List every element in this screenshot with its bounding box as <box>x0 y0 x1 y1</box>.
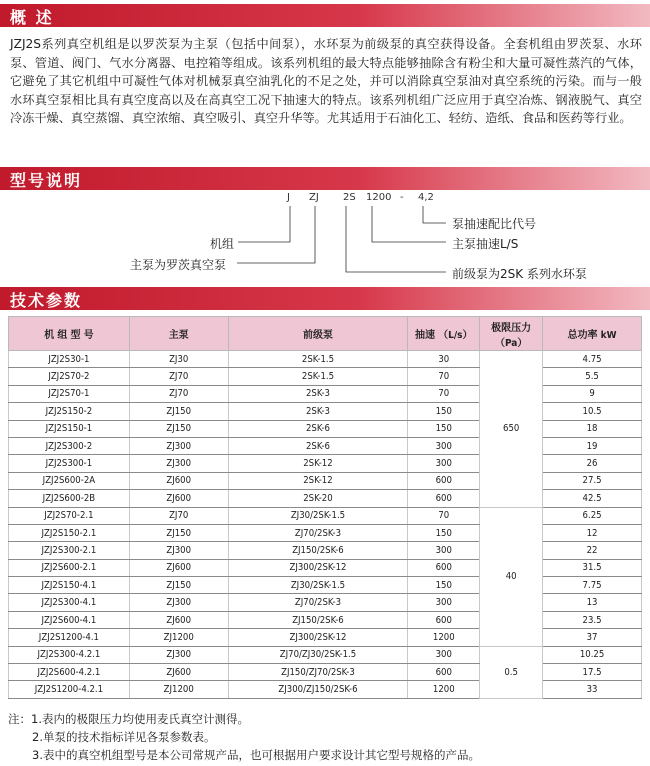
cell-speed: 150 <box>408 403 480 420</box>
cell-main-pump: ZJ300 <box>129 455 228 472</box>
cell-power: 17.5 <box>543 664 642 681</box>
cell-front-pump: 2SK-6 <box>228 437 408 454</box>
cell-front-pump: ZJ300/2SK-12 <box>228 629 408 646</box>
table-header-row <box>9 317 642 351</box>
cell-front-pump: ZJ70/2SK-3 <box>228 524 408 541</box>
table-row <box>9 420 642 437</box>
cell-power: 4.75 <box>543 351 642 368</box>
cell-main-pump: ZJ600 <box>129 559 228 576</box>
cell-model: JZJ2S70-1 <box>9 385 130 402</box>
table-row <box>9 542 642 559</box>
params-header-bar <box>0 287 650 310</box>
overview-paragraph: JZJ2S系列真空机组是以罗茨泵为主泵（包括中间泵），水环泵为前级泵的真空获得设备。全套机组由罗茨泵、水环泵、管道、阀门、气水分离器、电控箱等组成。该系列机组的最大特点能够抽除含有粉尘和大量可凝性蒸汽的气体，它避免了其它机组中可凝性气体对机械泵真空油乳化的不足之处，并可以消除真空泵油对真空系统的污染。而与一般水环真空泵相比具有真空度高以及在高真空工况下抽速大的特点。该系列机组广泛应用于真空冶炼、钢液脱气、真空冷冻干燥、真空蒸馏、真空浓缩、真空吸引、真空升华等。尤其适用于石油化工、轻纺、造纸、食品和医药等行业。 <box>10 37 642 126</box>
cell-model: JZJ2S150-2 <box>9 403 130 420</box>
cell-power: 7.75 <box>543 577 642 594</box>
table-row <box>9 455 642 472</box>
cell-main-pump: ZJ70 <box>129 385 228 402</box>
cell-power: 10.25 <box>543 646 642 663</box>
cell-front-pump: ZJ70/2SK-3 <box>228 594 408 611</box>
cell-speed: 600 <box>408 559 480 576</box>
code-speed: 1200 <box>366 192 392 203</box>
cell-main-pump: ZJ600 <box>129 472 228 489</box>
cell-power: 31.5 <box>543 559 642 576</box>
note-3: 3.表中的真空机组型号是本公司常规产品，也可根据用户要求设计其它型号规格的产品。 <box>32 748 480 762</box>
cell-power: 33 <box>543 681 642 698</box>
cell-model: JZJ2S150-4.1 <box>9 577 130 594</box>
cell-power: 19 <box>543 437 642 454</box>
table-row <box>9 646 642 663</box>
cell-front-pump: 2SK-3 <box>228 403 408 420</box>
cell-model: JZJ2S600-2.1 <box>9 559 130 576</box>
table-row <box>9 472 642 489</box>
overview-header-bar <box>0 4 650 27</box>
cell-model: JZJ2S300-4.2.1 <box>9 646 130 663</box>
model-header-bar <box>0 167 650 190</box>
cell-model: JZJ2S300-2 <box>9 437 130 454</box>
cell-main-pump: ZJ150 <box>129 420 228 437</box>
col-model: 机 组 型 号 <box>9 317 130 351</box>
cell-speed: 30 <box>408 351 480 368</box>
cell-power: 42.5 <box>543 490 642 507</box>
col-speed: 抽速 （L/s） <box>408 317 480 351</box>
cell-main-pump: ZJ600 <box>129 611 228 628</box>
cell-power: 13 <box>543 594 642 611</box>
cell-power: 27.5 <box>543 472 642 489</box>
label-unit: 机组 <box>210 237 235 251</box>
table-row <box>9 681 642 698</box>
cell-model: JZJ2S600-2B <box>9 490 130 507</box>
cell-speed: 300 <box>408 437 480 454</box>
spec-table <box>8 316 642 699</box>
label-front-pump: 前级泵为2SK 系列水环泵 <box>452 267 587 281</box>
cell-front-pump: ZJ150/ZJ70/2SK-3 <box>228 664 408 681</box>
cell-speed: 600 <box>408 611 480 628</box>
cell-front-pump: ZJ150/2SK-6 <box>228 542 408 559</box>
cell-main-pump: ZJ1200 <box>129 681 228 698</box>
cell-power: 22 <box>543 542 642 559</box>
cell-speed: 600 <box>408 490 480 507</box>
cell-speed: 70 <box>408 507 480 524</box>
table-row <box>9 594 642 611</box>
cell-power: 9 <box>543 385 642 402</box>
cell-model: JZJ2S300-4.1 <box>9 594 130 611</box>
label-ratio-code: 泵抽速配比代号 <box>452 217 537 231</box>
cell-model: JZJ2S150-2.1 <box>9 524 130 541</box>
cell-speed: 150 <box>408 524 480 541</box>
table-row <box>9 351 642 368</box>
cell-model: JZJ2S600-4.1 <box>9 611 130 628</box>
table-row <box>9 559 642 576</box>
cell-power: 10.5 <box>543 403 642 420</box>
cell-power: 37 <box>543 629 642 646</box>
cell-main-pump: ZJ150 <box>129 577 228 594</box>
notes <box>8 710 480 764</box>
cell-front-pump: ZJ300/ZJ150/2SK-6 <box>228 681 408 698</box>
cell-speed: 300 <box>408 542 480 559</box>
label-main-pump: 主泵为罗茨真空泵 <box>130 258 227 272</box>
cell-pressure: 650 <box>480 351 543 508</box>
cell-model: JZJ2S30-1 <box>9 351 130 368</box>
cell-power: 26 <box>543 455 642 472</box>
cell-front-pump: 2SK-3 <box>228 385 408 402</box>
cell-speed: 600 <box>408 664 480 681</box>
table-row <box>9 629 642 646</box>
cell-main-pump: ZJ30 <box>129 351 228 368</box>
code-dash: - <box>400 192 404 203</box>
cell-front-pump: 2SK-12 <box>228 472 408 489</box>
cell-main-pump: ZJ150 <box>129 403 228 420</box>
table-row <box>9 507 642 524</box>
table-row <box>9 524 642 541</box>
cell-front-pump: 2SK-20 <box>228 490 408 507</box>
code-ratio: 4,2 <box>418 192 434 203</box>
model-code-diagram <box>0 192 650 282</box>
cell-front-pump: ZJ30/2SK-1.5 <box>228 577 408 594</box>
cell-main-pump: ZJ600 <box>129 664 228 681</box>
cell-model: JZJ2S300-1 <box>9 455 130 472</box>
table-row <box>9 368 642 385</box>
note-1: 注：1.表内的极限压力均使用麦氏真空计测得。 <box>8 712 249 726</box>
cell-main-pump: ZJ300 <box>129 542 228 559</box>
table-row <box>9 385 642 402</box>
cell-front-pump: 2SK-12 <box>228 455 408 472</box>
cell-speed: 300 <box>408 646 480 663</box>
table-row <box>9 664 642 681</box>
cell-model: JZJ2S1200-4.1 <box>9 629 130 646</box>
cell-front-pump: 2SK-6 <box>228 420 408 437</box>
cell-front-pump: ZJ300/2SK-12 <box>228 559 408 576</box>
label-main-speed: 主泵抽速L/S <box>452 237 519 251</box>
cell-main-pump: ZJ1200 <box>129 629 228 646</box>
cell-main-pump: ZJ300 <box>129 646 228 663</box>
note-2: 2.单泵的技术指标详见各泵参数表。 <box>32 730 216 744</box>
code-j: J <box>287 192 290 203</box>
cell-main-pump: ZJ150 <box>129 524 228 541</box>
cell-model: JZJ2S150-1 <box>9 420 130 437</box>
table-row <box>9 490 642 507</box>
overview-title: 概 述 <box>10 8 54 27</box>
cell-main-pump: ZJ600 <box>129 490 228 507</box>
cell-power: 18 <box>543 420 642 437</box>
cell-front-pump: ZJ30/2SK-1.5 <box>228 507 408 524</box>
cell-model: JZJ2S1200-4.2.1 <box>9 681 130 698</box>
cell-model: JZJ2S600-2A <box>9 472 130 489</box>
cell-power: 23.5 <box>543 611 642 628</box>
cell-pressure: 0.5 <box>480 646 543 698</box>
col-power: 总功率 kW <box>543 317 642 351</box>
cell-power: 12 <box>543 524 642 541</box>
col-front-pump: 前级泵 <box>228 317 408 351</box>
table-row <box>9 403 642 420</box>
cell-speed: 70 <box>408 368 480 385</box>
cell-model: JZJ2S70-2 <box>9 368 130 385</box>
table-row <box>9 577 642 594</box>
cell-power: 6.25 <box>543 507 642 524</box>
cell-main-pump: ZJ300 <box>129 594 228 611</box>
cell-main-pump: ZJ70 <box>129 507 228 524</box>
cell-model: JZJ2S600-4.2.1 <box>9 664 130 681</box>
cell-pressure: 40 <box>480 507 543 646</box>
cell-speed: 600 <box>408 472 480 489</box>
cell-speed: 70 <box>408 385 480 402</box>
cell-front-pump: ZJ70/ZJ30/2SK-1.5 <box>228 646 408 663</box>
params-title: 技术参数 <box>10 291 83 310</box>
cell-front-pump: 2SK-1.5 <box>228 351 408 368</box>
cell-main-pump: ZJ70 <box>129 368 228 385</box>
model-title: 型号说明 <box>10 171 83 190</box>
cell-speed: 300 <box>408 455 480 472</box>
cell-speed: 150 <box>408 420 480 437</box>
cell-front-pump: ZJ150/2SK-6 <box>228 611 408 628</box>
table-row <box>9 437 642 454</box>
cell-power: 5.5 <box>543 368 642 385</box>
cell-speed: 300 <box>408 594 480 611</box>
cell-speed: 150 <box>408 577 480 594</box>
col-main-pump: 主泵 <box>129 317 228 351</box>
cell-speed: 1200 <box>408 681 480 698</box>
cell-speed: 1200 <box>408 629 480 646</box>
cell-model: JZJ2S70-2.1 <box>9 507 130 524</box>
table-row <box>9 611 642 628</box>
code-2s: 2S <box>343 192 356 203</box>
code-zj: ZJ <box>309 192 319 203</box>
cell-model: JZJ2S300-2.1 <box>9 542 130 559</box>
cell-front-pump: 2SK-1.5 <box>228 368 408 385</box>
col-pressure: 极限压力 （Pa） <box>480 317 543 351</box>
cell-main-pump: ZJ300 <box>129 437 228 454</box>
